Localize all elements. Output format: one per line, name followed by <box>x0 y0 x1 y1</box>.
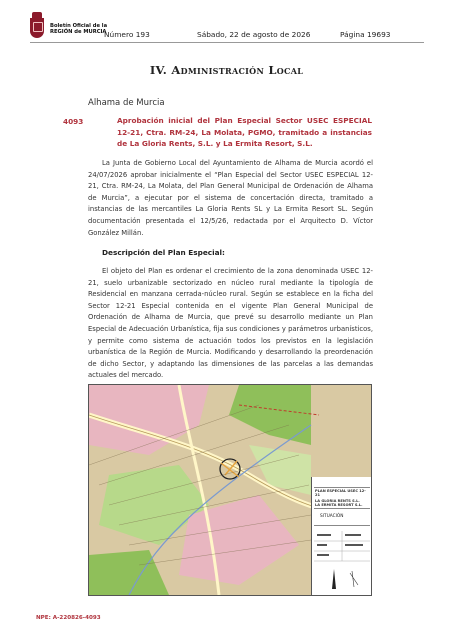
north-arrow-icon <box>332 569 336 589</box>
header-divider <box>30 42 424 43</box>
map-title-block <box>311 477 372 595</box>
municipality-name: Alhama de Murcia <box>88 98 165 108</box>
page-number: Página 19693 <box>340 30 391 39</box>
npe-code: NPE: A-220826-4093 <box>36 615 101 621</box>
situation-map <box>88 384 372 596</box>
plan-description-heading: Descripción del Plan Especial: <box>102 248 225 257</box>
bulletin-name-line1: Boletín Oficial de la <box>50 23 108 29</box>
region-coat-of-arms-icon <box>30 12 44 38</box>
title-block-header <box>314 477 370 488</box>
title-block-plan: PLAN ESPECIAL USEC 12-21 <box>315 489 366 497</box>
title-block-client-2: LA ERMITA RESORT S.L. <box>315 503 363 507</box>
title-block-divider-2 <box>314 525 370 526</box>
title-block-divider <box>314 508 370 509</box>
body-paragraph-1: La Junta de Gobierno Local del Ayuntamiento de Alhama de Murcia acordó el 24/07/2026 aprobar inicialmente el “Plan Especial del Sector USEC ESPECIAL 12-21, Ctra. RM-24, La Molata, del Plan General Municipal de Ordenación de Alhama de Murcia”, a ejecutar por el sistema de concertación directa, tramitado a instancias de las mercantiles La Gloria Rents SL y La Ermita Resort SL. Según documentación presentada el 12/5/26, redactada por el Arquitecto D. Víctor González Millán. <box>88 159 373 237</box>
title-block-grid <box>314 531 370 591</box>
title-block-client-1: LA GLORIA RENTS S.L. <box>315 499 360 503</box>
announcement-title: Aprobación inicial del Plan Especial Sector USEC ESPECIAL 12-21, Ctra. RM-24, La Molata, PGMO, tramitado a instancias de La Gloria Rents, S.L. y La Ermita Resort, S.L. <box>117 116 372 148</box>
section-title: IV. Administración Local <box>149 63 304 77</box>
issue-date: Sábado, 22 de agosto de 2026 <box>197 30 311 39</box>
body-paragraph-2: El objeto del Plan es ordenar el crecimiento de la zona denominada USEC 12-21, suelo urbanizable sectorizado en núcleo rural mediante la tipología de Residencial en manzana cerrada-núcleo rural. Según se establece en la ficha del Sector 12-21 Especial contenida en el vigente Plan General Municipal de Ordenación de Alhama de Murcia, que prevé su desarrollo mediante un Plan Especial de Adecuación Urbanística, fija sus condiciones y parámetros urbanísticos, y permite como sistema de actuación todos los previstos en la legislación urbanística de la Región de Murcia. Modificando y desarrollando la preordenación de dicho Sector, y adaptando las dimensiones de las parcelas a las demandas actuales del mercado. <box>88 267 373 380</box>
bulletin-name-line2: REGIÓN de MURCIA <box>50 29 107 35</box>
announcement-number: 4093 <box>63 117 84 126</box>
bulletin-name <box>50 23 107 35</box>
title-block-sheet: SITUACIÓN <box>320 514 344 519</box>
issue-number: Número 193 <box>104 30 150 39</box>
